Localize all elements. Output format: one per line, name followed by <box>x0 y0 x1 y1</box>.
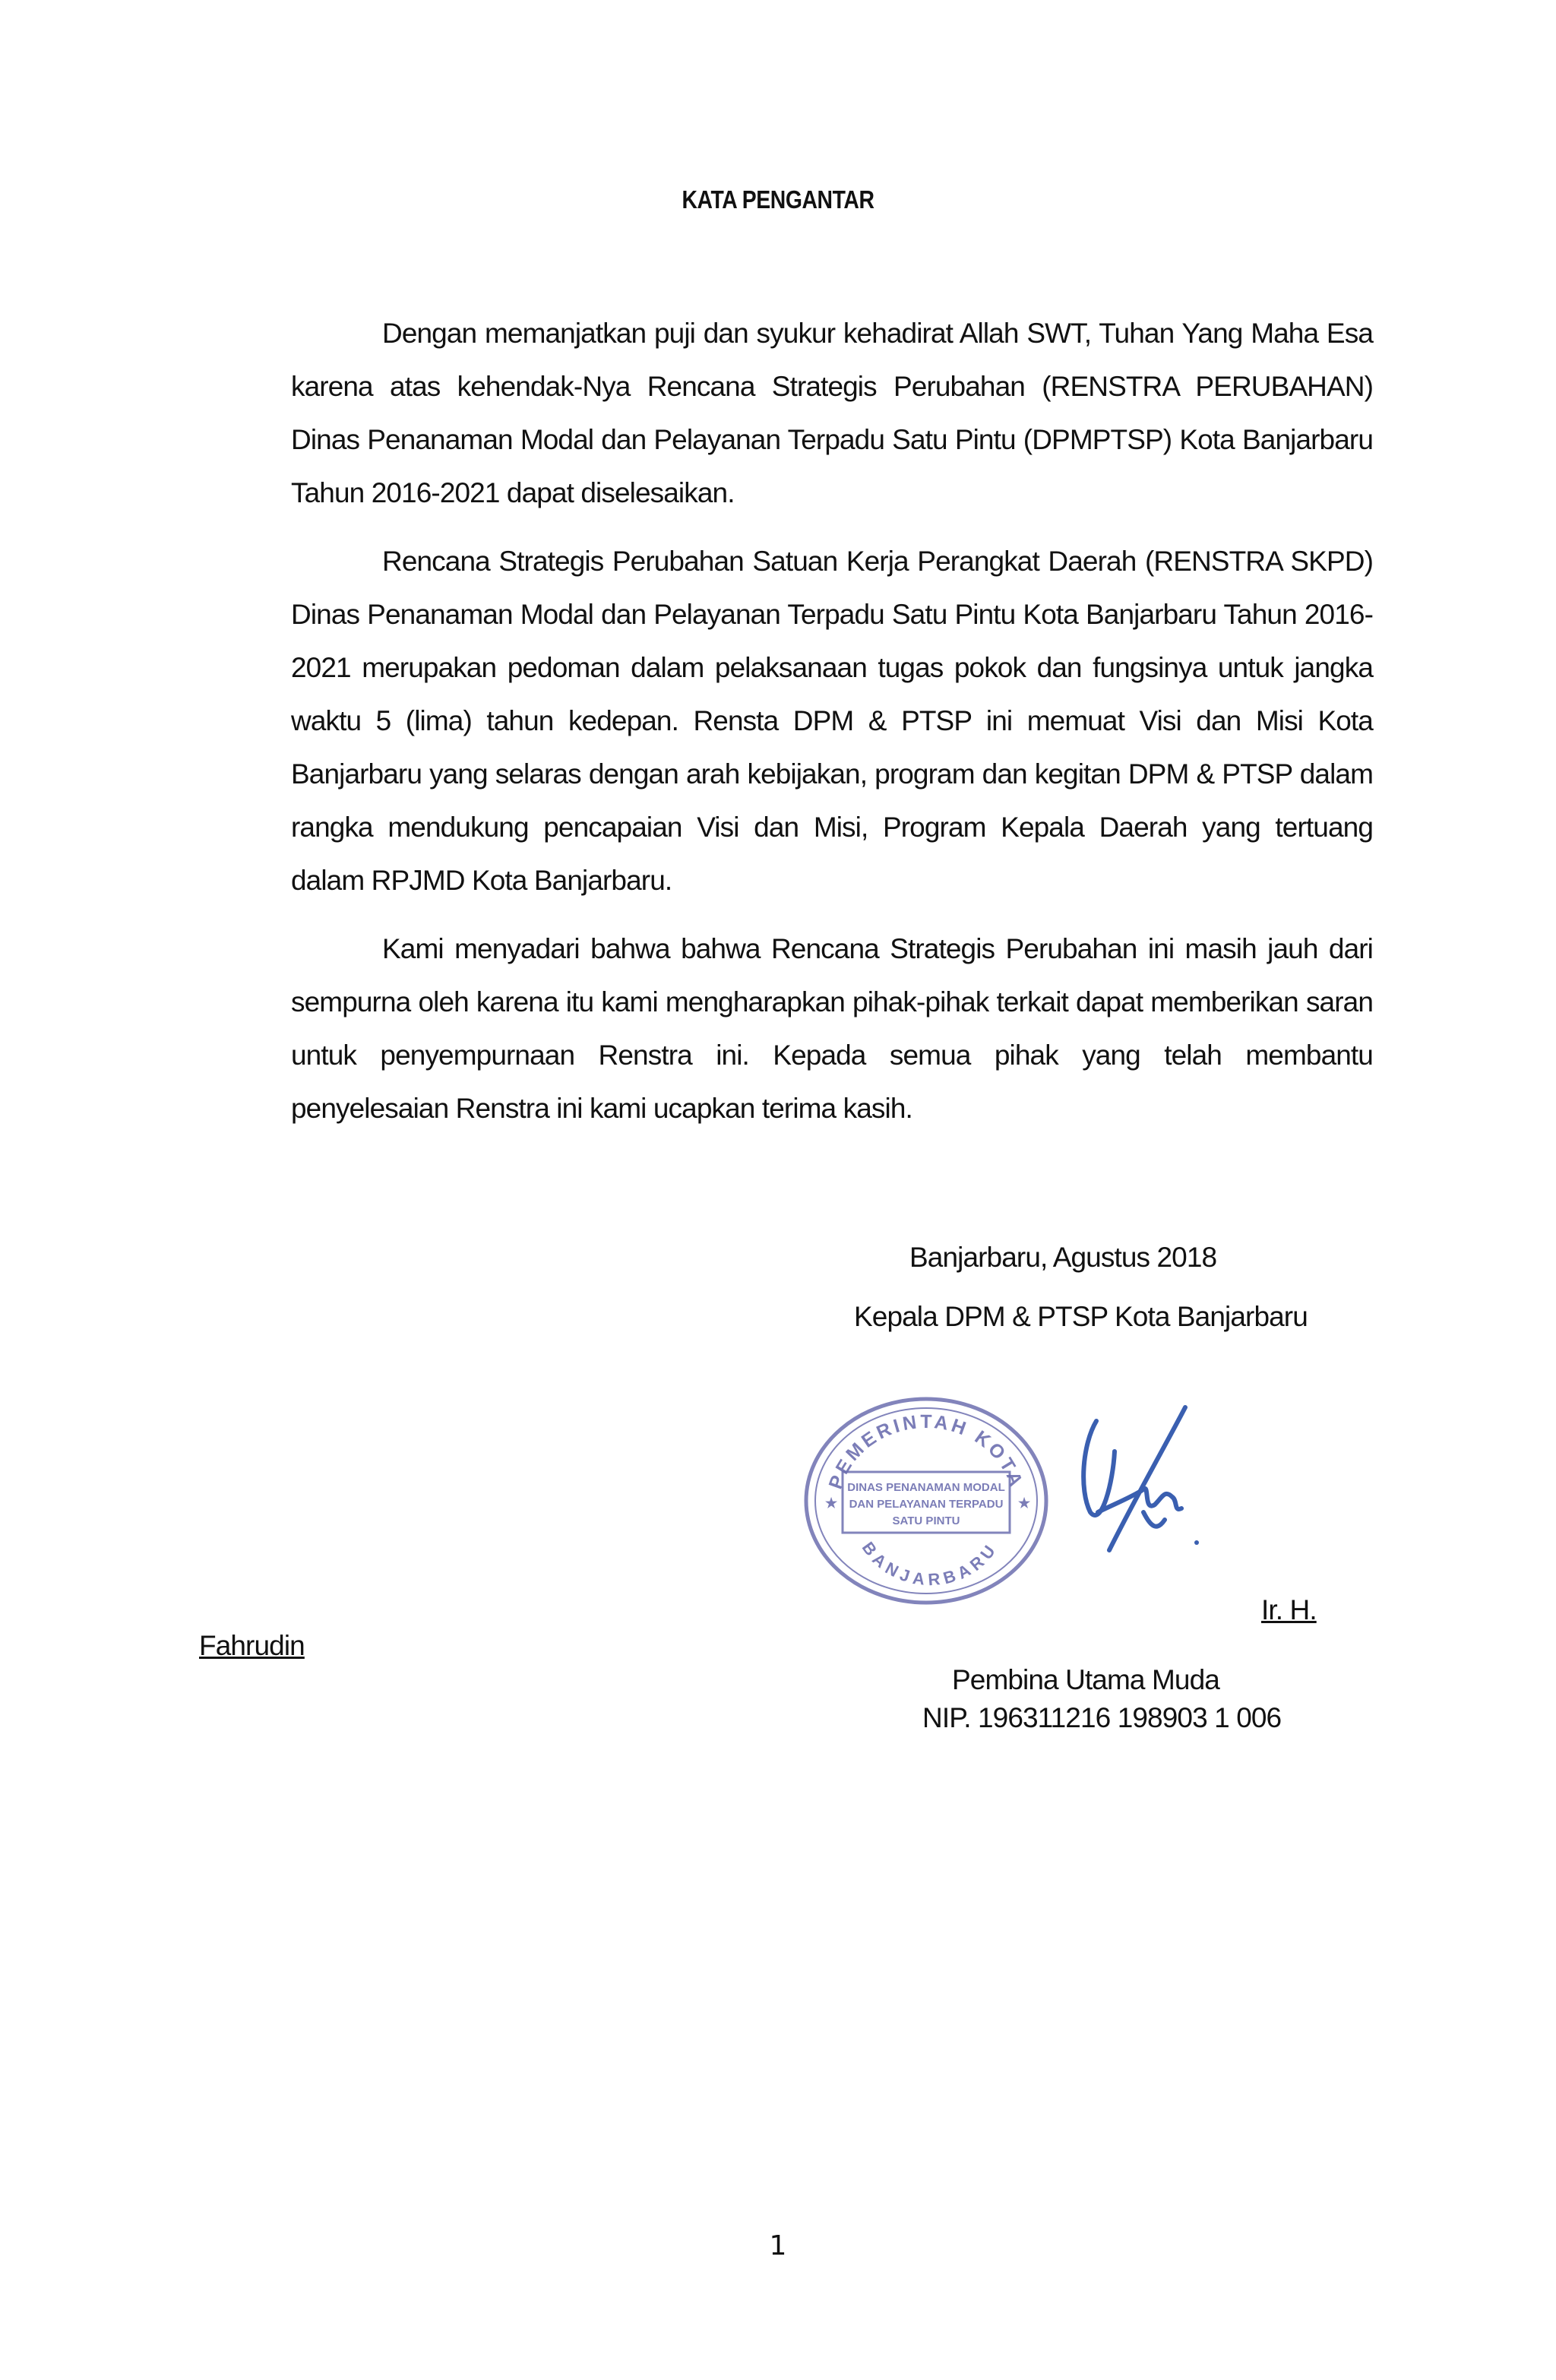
signatory-name-part-1: Ir. H. <box>1261 1594 1317 1625</box>
signatory-name-part-2: Fahrudin <box>199 1630 305 1661</box>
signatory-nip: NIP. 196311216 198903 1 006 <box>922 1702 1282 1733</box>
stamp-box-line-1: DINAS PENANAMAN MODAL <box>847 1481 1005 1494</box>
page-number: 1 <box>769 2230 787 2261</box>
body-text <box>291 307 1373 1150</box>
signatory-position: Kepala DPM & PTSP Kota Banjarbaru <box>854 1301 1308 1332</box>
stamp-star-right-icon: ★ <box>1018 1495 1031 1511</box>
handwritten-signature <box>1067 1398 1204 1573</box>
stamp-box-line-2: DAN PELAYANAN TERPADU <box>849 1498 1004 1511</box>
official-stamp-seal <box>801 1394 1052 1608</box>
paragraph-1: Dengan memanjatkan puji dan syukur kehadirat Allah SWT, Tuhan Yang Maha Esa karena atas kehendak-Nya Rencana Strategis Perubahan (RENSTRA PERUBAHAN) Dinas Penanaman Modal dan Pelayanan Terpadu Satu Pintu (DPMPTSP) Kota Banjarbaru Tahun 2016-2021 dapat diselesaikan. <box>291 318 1373 508</box>
stamp-bottom-text: BANJARBARU <box>858 1538 1002 1590</box>
page-title: KATA PENGANTAR <box>682 185 874 214</box>
stamp-box-line-3: SATU PINTU <box>892 1514 960 1527</box>
paragraph-3: Kami menyadari bahwa bahwa Rencana Strategis Perubahan ini masih jauh dari sempurna oleh karena itu kami mengharapkan pihak-pihak terkait dapat memberikan saran untuk penyempurnaan Renstra ini. Kepada semua pihak yang telah membantu penyelesaian Renstra ini kami ucapkan terima kasih. <box>291 933 1373 1124</box>
stamp-star-left-icon: ★ <box>825 1495 838 1511</box>
signatory-rank: Pembina Utama Muda <box>952 1664 1219 1695</box>
paragraph-2: Rencana Strategis Perubahan Satuan Kerja Perangkat Daerah (RENSTRA SKPD) Dinas Penanaman Modal dan Pelayanan Terpadu Satu Pintu Kota Banjarbaru Tahun 2016-2021 merupakan pedoman dalam pelaksanaan tugas pokok dan fungsinya untuk jangka waktu 5 (lima) tahun kedepan. Rensta DPM & PTSP ini memuat Visi dan Misi Kota Banjarbaru yang selaras dengan arah kebijakan, program dan kegitan DPM & PTSP dalam rangka mendukung pencapaian Visi dan Misi, Program Kepala Daerah yang tertuang dalam RPJMD Kota Banjarbaru. <box>291 546 1373 896</box>
stamp-top-text: PEMERINTAH KOTA <box>824 1410 1028 1492</box>
svg-text:PEMERINTAH KOTA <box>825 1411 1028 1492</box>
place-date: Banjarbaru, Agustus 2018 <box>909 1242 1217 1273</box>
